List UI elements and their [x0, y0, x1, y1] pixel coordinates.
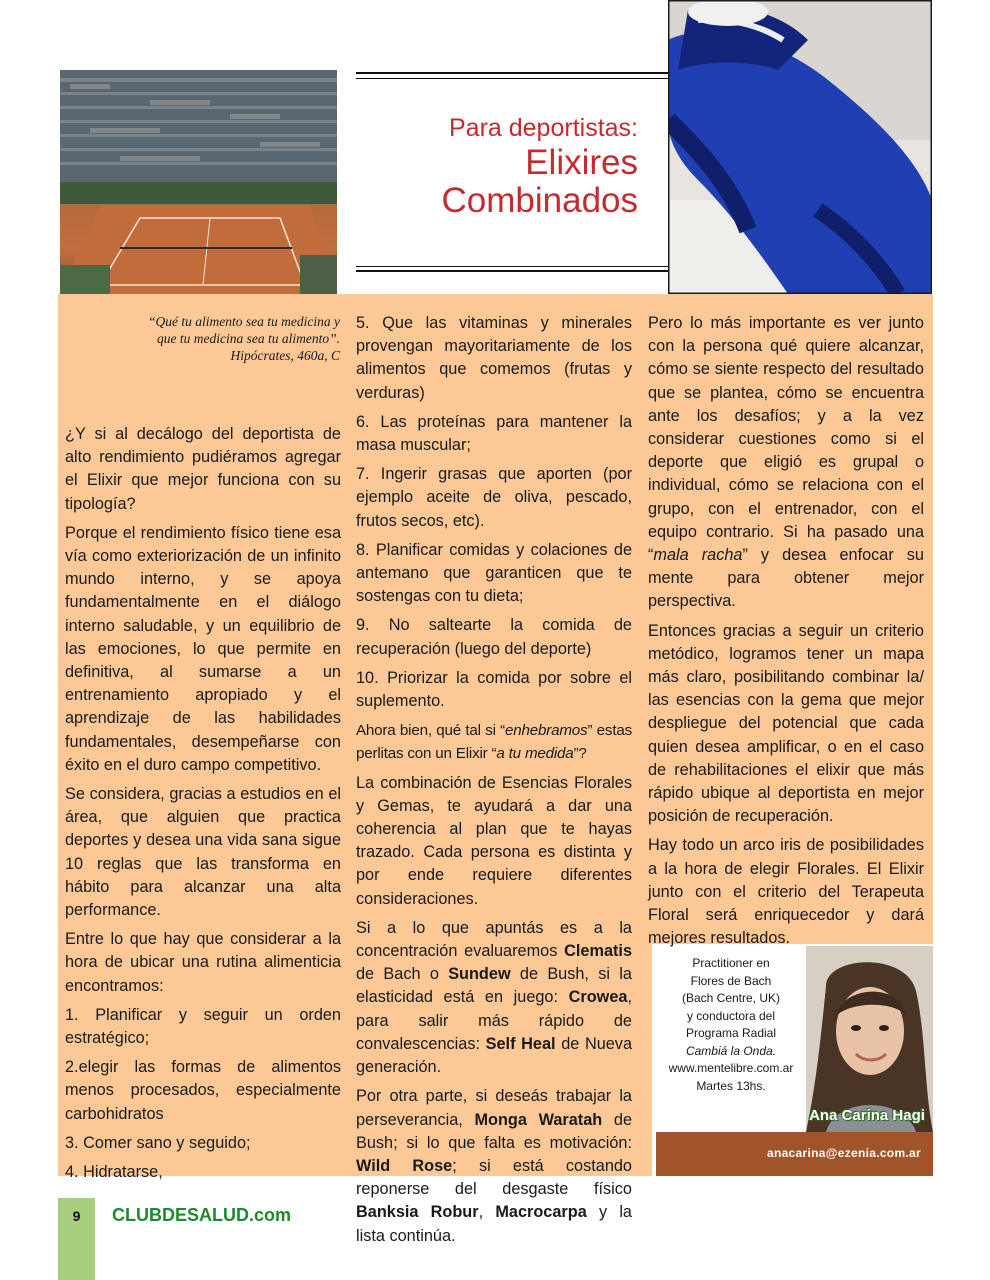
list-item: 3. Comer sano y seguido;	[65, 1133, 251, 1152]
quote-author: Hipócrates, 460a, C	[230, 348, 340, 363]
cyclist-photo	[668, 0, 932, 294]
bio-line: Cambiá la Onda.	[685, 1043, 777, 1058]
list-item: 7. Ingerir grasas que aporten (por ejemplo aceite de oliva, pescado, frutos secos, etc).	[356, 465, 632, 530]
paragraph: Entonces gracias a seguir un criterio metódico, logramos tener un mapa más claro, posibilitando combinar la/ las esencias con la gema que mejor despliegue del potencial que cada quien desea amplificar, o en el caso de rehabilitaciones el elixir que más rápido ubique al deportista en mejor posición de recuperación.	[648, 621, 924, 826]
paragraph-enhebramos: Ahora bien, qué tal si “enhebramos” estas perlitas con un Elixir “a tu medida”?	[356, 722, 632, 763]
bio-line: Martes 13hs.	[696, 1078, 766, 1093]
list-item: 8. Planificar comidas y colaciones de antemano que garanticen que te sostengas con tu dieta;	[356, 540, 632, 606]
list-item: 4. Hidratarse,	[65, 1163, 163, 1182]
bio-line: y conductora del	[686, 1008, 776, 1023]
paragraph: ¿Y si al decálogo del deportista de alto rendimiento pudiéramos agregar el Elixir que mejor funciona con su tipología?	[65, 425, 341, 513]
list-item: 9. No saltearte la comida de recuperación (luego del deporte)	[356, 616, 632, 658]
bio-line: Practitioner en	[692, 956, 770, 970]
title-rule-top	[356, 72, 668, 74]
bio-line: (Bach Centre, UK)	[681, 991, 781, 1005]
list-item: 2.elegir las formas de alimentos menos procesados, especialmente carbohidratos	[65, 1058, 341, 1123]
paragraph-concentracion: Si a lo que apuntás es a la concentración evaluaremos Clematis de Bach o Sundew de Bush, si la elasticidad está en juego: Crowea, para salir más rápido de convalescencias: Self Heal de Nueva generación.	[356, 918, 633, 1077]
paragraph: Pero lo más importante es ver junto con la persona qué quiere alcanzar, cómo se siente respecto del resultado que se plantea, cómo se encuentra ante los desafíos; y a la vez considerar cuestiones como si el deporte que eligió es grupal o individual, cómo se relaciona con el grupo, con el entrenador, con el equipo contrario. Si ha pasado una “mala racha” y desea enfocar su mente para obtener mejor perspectiva.	[648, 314, 924, 611]
paragraph: Se considera, gracias a estudios en el área, que alguien que practica deportes y desea una vida sana sigue 10 reglas que las transforma en hábito para alcanzar una alta performance.	[65, 785, 341, 920]
author-photo	[806, 946, 933, 1132]
column-1	[65, 423, 341, 1190]
paragraph: La combinación de Esencias Florales y Gemas, te ayudará a dar una coherencia al plan que te hayas trazado. Cada persona es distinta y por ende requiere diferentes consideraciones.	[356, 773, 632, 908]
list-item: 10. Priorizar la comida por sobre el suplemento.	[356, 668, 632, 711]
page-number: 9	[72, 1208, 81, 1224]
title-main-line1: Elixires	[525, 143, 638, 182]
article-title	[356, 92, 638, 252]
epigraph-quote	[110, 313, 340, 364]
title-kicker: Para deportistas:	[449, 114, 638, 142]
author-name: Ana Carina Hagi	[809, 1107, 925, 1124]
author-email[interactable]: anacarina@ezenia.com.ar	[766, 1146, 921, 1160]
author-bio	[656, 955, 806, 1095]
paragraph: Hay todo un arco iris de posibilidades a la hora de elegir Florales. El Elixir junto con el criterio del Terapeuta Floral será enriquecedor y dará mejores resultados.	[648, 836, 924, 948]
list-item: 6. Las proteínas para mantener la masa muscular;	[356, 412, 632, 455]
title-rule-bottom-thin	[356, 266, 668, 267]
author-website: www.mentelibre.com.ar	[668, 1061, 794, 1075]
paragraph: Porque el rendimiento físico tiene esa vía como exteriorización de un infinito mundo interno, y se apoya fundamentalmente en el diálogo interno saludable, y un equilibrio de las emociones, lo que permite en definitiva, al sumarse a un entrenamiento apropiado y el aprendizaje de las habilidades fundamentales, desempeñarse con éxito en el duro campo competitivo.	[65, 523, 341, 774]
title-main-line2: Combinados	[441, 181, 638, 220]
column-3	[648, 312, 924, 956]
paragraph: Entre lo que hay que considerar a la hora de ubicar una rutina alimenticia encontramos:	[65, 930, 341, 995]
bio-line: Flores de Bach	[690, 973, 772, 988]
column-2	[356, 312, 632, 1254]
quote-line: que tu medicina sea tu alimento”.	[157, 331, 340, 346]
site-name[interactable]: CLUBDESALUD.com	[112, 1205, 292, 1225]
title-rule-top-thin	[356, 78, 668, 79]
tennis-stadium-photo	[60, 70, 337, 294]
bio-line: Programa Radial	[685, 1026, 777, 1040]
title-rule-bottom	[356, 270, 668, 272]
paragraph-perseverancia: Por otra parte, si deseás trabajar la perseverancia, Monga Waratah de Bush; si lo que falta es motivación: Wild Rose; si está costando reponerse del desgaste físico Banksia Robur, Macrocarpa y la lista continúa.	[356, 1087, 632, 1245]
author-email-bar	[656, 1132, 933, 1176]
list-item: 1. Planificar y seguir un orden estratégico;	[65, 1005, 341, 1048]
list-item: 5. Que las vitaminas y minerales provengan mayoritariamente de los alimentos que comemos (frutas y verduras)	[356, 314, 632, 402]
quote-line: “Qué tu alimento sea tu medicina y	[148, 314, 340, 329]
